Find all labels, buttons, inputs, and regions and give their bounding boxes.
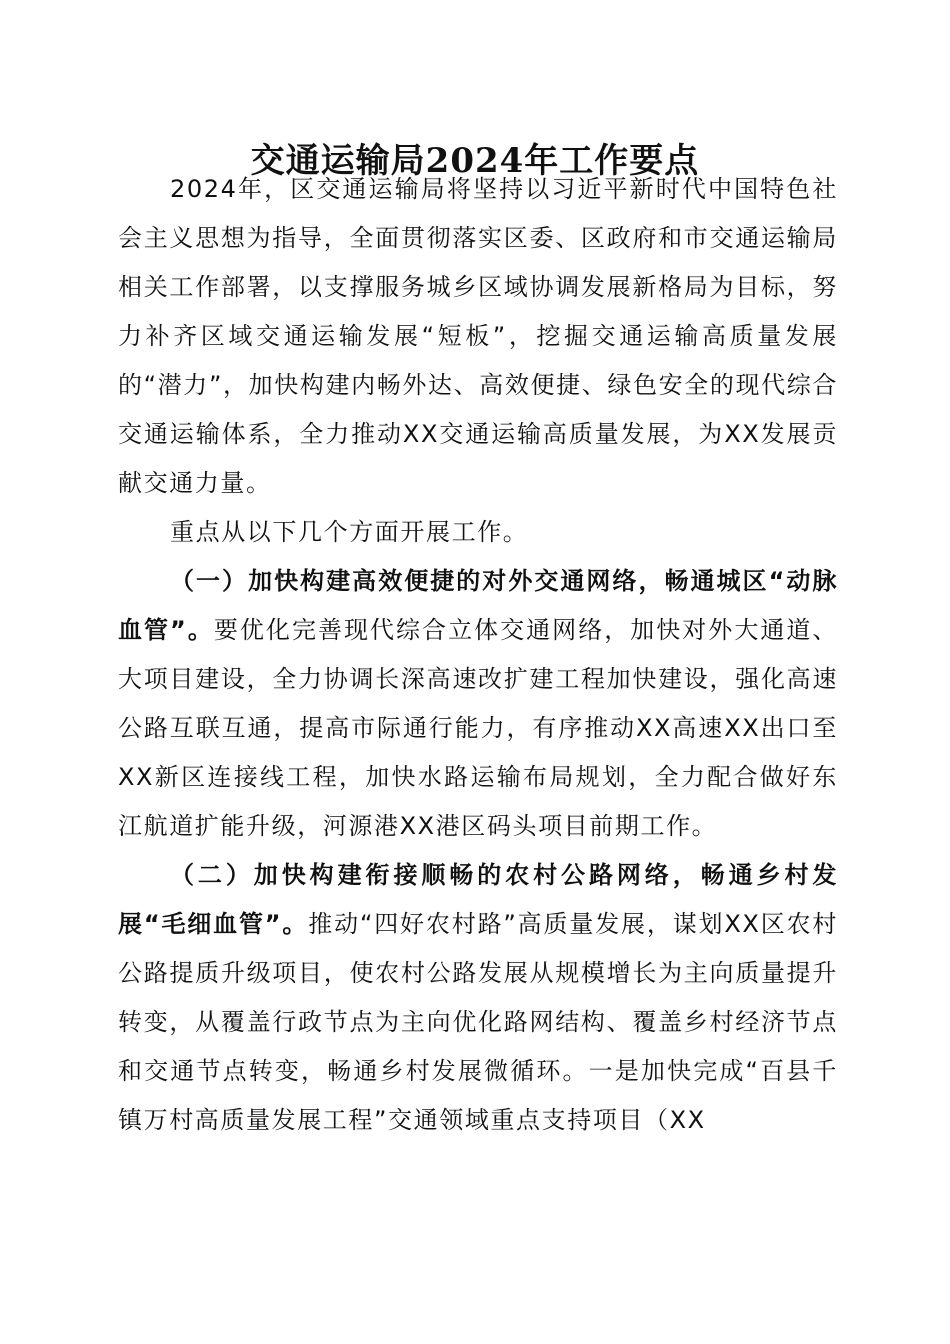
paragraph-section-2: [118, 851, 838, 1145]
document-body: [118, 165, 838, 1145]
document-title: 交通运输局2024年工作要点: [250, 141, 700, 181]
paragraph-intro: [118, 165, 838, 508]
paragraph-section-1: [118, 557, 838, 851]
paragraph-text: 要优化完善现代综合立体交通网络，加快对外大通道、大项目建设，全力协调长深高速改扩建工程加快建设，强化高速公路互联互通，提高市际通行能力，有序推动XX高速XX出口至XX新区连接线工程，加快水路运输布局规划，全力配合做好东江航道扩能升级，河源港XX港区码头项目前期工作。: [118, 616, 838, 840]
paragraph-text: 重点从以下几个方面开展工作。: [170, 518, 529, 546]
paragraph-lead: （二）加快构建衔接顺畅的农村公路网络，畅通乡村发展“毛细血管”。: [118, 861, 838, 938]
paragraph-text: 2024年，区交通运输局将坚持以习近平新时代中国特色社会主义思想为指导，全面贯彻落实区委、区政府和市交通运输局相关工作部署，以支撑服务城乡区域协调发展新格局为目标，努力补齐区域交通运输发展“短板”，挖掘交通运输高质量发展的“潜力”，加快构建内畅外达、高效便捷、绿色安全的现代综合交通运输体系，全力推动XX交通运输高质量发展，为XX发展贡献交通力量。: [118, 175, 838, 497]
paragraph-focus: [118, 508, 838, 557]
paragraph-lead: （一）加快构建高效便捷的对外交通网络，畅通城区“动脉血管”。: [118, 567, 838, 644]
paragraph-text: 推动“四好农村路”高质量发展，谋划XX区农村公路提质升级项目，使农村公路发展从规模增长为主向质量提升转变，从覆盖行政节点为主向优化路网结构、覆盖乡村经济节点和交通节点转变，畅通乡村发展微循环。一是加快完成“百县千镇万村高质量发展工程”交通领域重点支持项目（XX: [118, 910, 838, 1134]
